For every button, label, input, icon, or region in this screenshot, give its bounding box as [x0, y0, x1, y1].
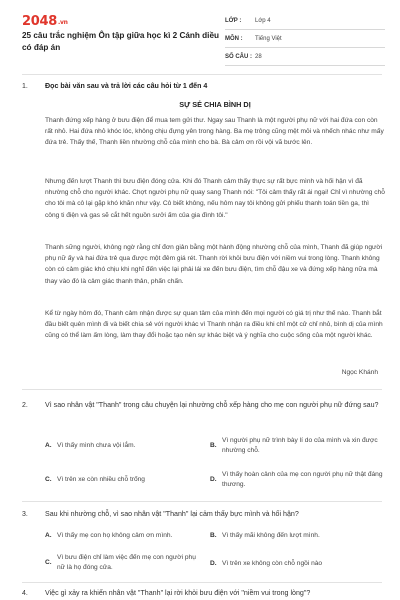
info-value: 28: [255, 53, 262, 60]
info-table: [225, 12, 385, 66]
answer-option-a[interactable]: [45, 436, 205, 456]
info-row-count: [225, 48, 385, 66]
option-letter: C.: [45, 559, 52, 566]
info-key: MÔN :: [225, 35, 243, 42]
option-letter: C.: [45, 476, 52, 483]
author: Ngọc Khánh: [341, 369, 378, 376]
divider: [22, 74, 382, 75]
document-title: 25 câu trắc nghiệm Ôn tập giữa học kì 2 Cánh diều có đáp án: [22, 31, 220, 52]
answer-option-a[interactable]: [45, 530, 205, 542]
question-number: 4.: [22, 590, 28, 597]
option-letter: D.: [210, 476, 217, 483]
option-text: Vì thấy mãi không đến lượt mình.: [222, 532, 320, 539]
info-value: Tiếng Việt: [255, 35, 282, 42]
answer-option-d[interactable]: [210, 558, 385, 570]
option-text: Vì bưu điện chỉ làm việc đến mẹ con người phụ nữ là họ đóng cửa.: [57, 554, 196, 571]
option-text: Vì thấy mẹ con họ không cảm ơn mình.: [57, 532, 173, 539]
passage-paragraph: Thanh đứng xếp hàng ở bưu điện để mua tem gửi thư. Ngay sau Thanh là một người phụ nữ với hai đứa con còn rất nhỏ. Hai đứa nhỏ khóc lóc, không chịu đựng yên trong hàng. Ba mẹ trông cũng mệt mỏi và nhếch nhác như mấy đứa trẻ. Thấy thế, Thanh liền nhường chỗ của mình cho bà. Bà cảm ơn rồi vội vã bước lên.: [45, 117, 384, 147]
answer-option-c[interactable]: [45, 553, 205, 573]
question-text: Đọc bài văn sau và trả lời các câu hỏi từ 1 đến 4: [45, 82, 208, 90]
option-text: Vì người phụ nữ trình bày lí do của mình và xin được nhường chỗ.: [222, 437, 378, 454]
divider: [22, 501, 382, 502]
site-logo[interactable]: [22, 14, 68, 29]
answer-option-c[interactable]: [45, 470, 205, 490]
question-number: 1.: [22, 83, 28, 90]
info-value: Lớp 4: [255, 17, 271, 24]
passage-paragraph: Thanh sững người, không ngờ rằng chỉ đơn giản bằng một hành động nhường chỗ của mình, Thanh đã giúp người phụ nữ ấy và hai đứa trẻ qua được một đêm giá rét. Thanh rời khỏi bưu điện với niềm vui trong lòng. Thanh không còn có cảm giác khó chịu khi nghĩ đến việc lại phải lái xe đến bưu điện, tìm chỗ đậu xe và đứng xếp hàng nữa mà thay vào đó là cảm giác thanh thản, phấn chấn.: [45, 244, 383, 285]
option-letter: B.: [210, 442, 217, 449]
logo-text: 2048: [22, 14, 57, 29]
divider: [22, 582, 382, 583]
option-letter: D.: [210, 560, 217, 567]
question-text: Việc gì xảy ra khiến nhân vật "Thanh" lại rời khỏi bưu điện với "niềm vui trong lòng"?: [45, 589, 311, 597]
header: [0, 0, 400, 72]
divider: [22, 389, 382, 390]
answer-option-b[interactable]: [210, 530, 385, 542]
option-letter: B.: [210, 532, 217, 539]
info-key: SỐ CÂU :: [225, 53, 252, 60]
question-text: Vì sao nhân vật "Thanh" trong câu chuyện lại nhường chỗ xếp hàng cho mẹ con người phụ nữ đứng sau?: [45, 401, 379, 409]
answer-option-b[interactable]: [210, 436, 385, 456]
question-number: 2.: [22, 402, 28, 409]
story-title: SỰ SẺ CHIA BÌNH DỊ: [179, 100, 251, 109]
info-row-subject: [225, 30, 385, 48]
option-text: Vì trên xe không còn chỗ ngồi nào: [222, 560, 323, 567]
passage-paragraph: Nhưng đến lượt Thanh thì bưu điện đóng cửa. Khi đó Thanh cảm thấy thực sự rất bực mình và hối hận vì đã nhường chỗ cho người khác. Chợt người phụ nữ quay sang Thanh nói: "Tôi cảm thấy rất ái ngại! Chỉ vì nhường chỗ cho tôi mà cô lại gặp khó khăn như vậy. Cô biết không, nếu hôm nay tôi không gửi phiếu thanh toán tiền ga, thì công ti điện và gas sẽ cắt hết nguồn sưởi ấm của gia đình tôi.": [45, 178, 385, 219]
info-key: LỚP :: [225, 17, 242, 24]
question-text: Sau khi nhường chỗ, vì sao nhân vật "Thanh" lại cảm thấy bực mình và hối hận?: [45, 510, 299, 518]
question-number: 3.: [22, 511, 28, 518]
option-text: Vì trên xe còn nhiều chỗ trống: [57, 476, 145, 483]
answer-option-d[interactable]: [210, 470, 385, 490]
option-text: Vì thấy hoàn cảnh của mẹ con người phụ nữ thật đáng thương.: [222, 471, 383, 488]
option-text: Vì thấy mình chưa vội lắm.: [57, 442, 136, 449]
info-row-class: [225, 12, 385, 30]
option-letter: A.: [45, 532, 52, 539]
option-letter: A.: [45, 442, 52, 449]
logo-suffix: .vn: [57, 19, 68, 26]
passage-paragraph: Kể từ ngày hôm đó, Thanh cảm nhận được sự quan tâm của mình đến mọi người có giá trị như thế nào. Thanh bắt đầu biết quên mình đi và biết chia sẻ với người khác vì Thanh nhận ra điều khi chỉ một cử chỉ nhỏ, bình dị của mình cũng có thể làm ấm lòng, làm thay đổi hoặc tạo nên sự khác biệt và ý nghĩa cho cuộc sống của một người khác.: [45, 310, 383, 340]
